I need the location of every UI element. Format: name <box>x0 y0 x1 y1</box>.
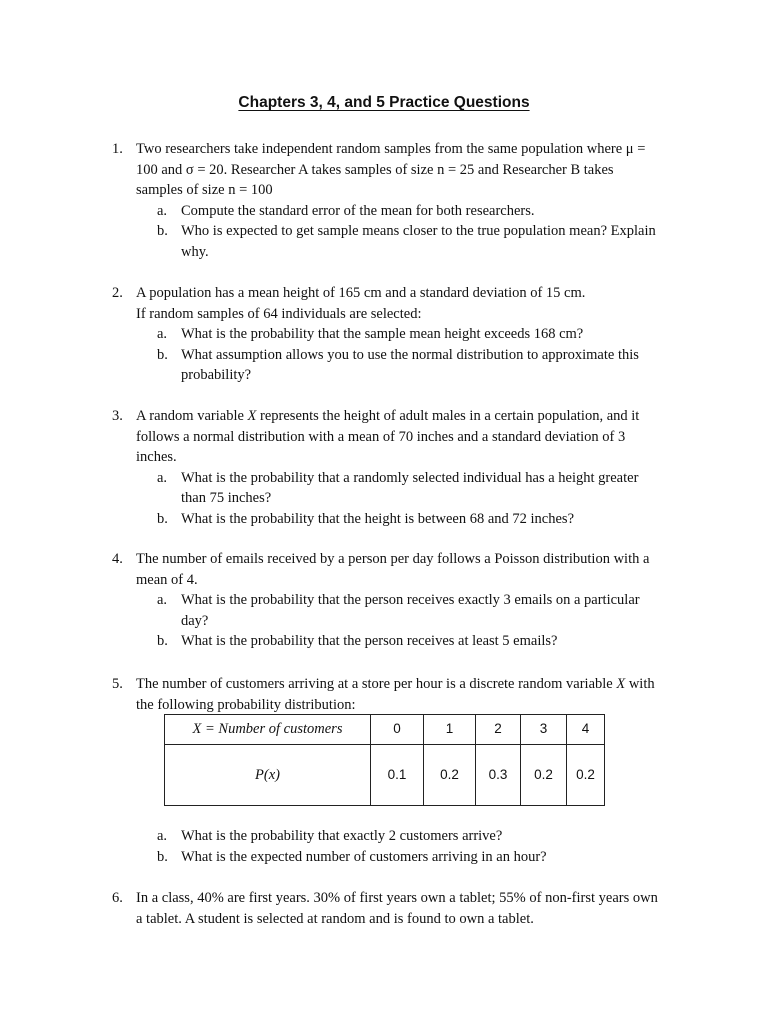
sub-letter: a. <box>157 592 168 609</box>
text-line: In a class, 40% are first years. 30% of first years own a tablet; 55% of non-first years own <box>136 890 658 906</box>
sub-letter: a. <box>157 326 168 343</box>
text-line: samples of size n = 100 <box>136 182 273 199</box>
table-cell-p: 0.2 <box>424 745 476 806</box>
text-line: What is the probability that a randomly selected individual has a height greater <box>181 469 639 486</box>
question-text <box>136 406 681 468</box>
question-text <box>136 674 681 715</box>
sub-question-a <box>157 826 681 847</box>
question-5 <box>0 674 768 715</box>
text-line: What is the probability that exactly 2 customers arrive? <box>181 828 503 844</box>
table-row-label: P(x) <box>165 745 371 806</box>
sub-letter: b. <box>157 510 168 527</box>
text-line: the following probability distribution: <box>136 696 356 713</box>
text-line: What assumption allows you to use the normal distribution to approximate this <box>181 346 639 363</box>
question-number: 4. <box>112 551 123 567</box>
text-line: Who is expected to get sample means closer to the true population mean? Explain <box>181 223 656 240</box>
text-line: The number of customers arriving at a store per hour is a discrete random variable X with <box>136 676 655 692</box>
table-cell-x: 1 <box>424 715 476 745</box>
sub-letter: a. <box>157 202 168 219</box>
text-line: mean of 4. <box>136 571 198 588</box>
text-line: What is the probability that the sample mean height exceeds 168 cm? <box>181 326 584 343</box>
text-line: If random samples of 64 individuals are selected: <box>136 305 422 322</box>
question-1 <box>0 139 768 263</box>
table-row <box>165 715 605 745</box>
probability-table <box>164 714 605 806</box>
text-line: inches. <box>136 449 177 466</box>
sub-letter: a. <box>157 828 168 844</box>
document-title: Chapters 3, 4, and 5 Practice Questions <box>238 94 530 111</box>
text-line: What is the probability that the height is between 68 and 72 inches? <box>181 510 575 527</box>
sub-question-a <box>157 590 681 631</box>
text-line: The number of emails received by a person per day follows a Poisson distribution with a <box>136 551 650 567</box>
table-cell-p: 0.3 <box>476 745 521 806</box>
table-cell-p: 0.2 <box>521 745 567 806</box>
question-number: 3. <box>112 408 123 424</box>
table-cell-x: 0 <box>371 715 424 745</box>
sub-letter: a. <box>157 469 168 486</box>
question-3 <box>0 406 768 530</box>
sub-letter: b. <box>157 346 168 363</box>
table-cell-x: 3 <box>521 715 567 745</box>
text-line: why. <box>181 243 209 260</box>
question-text <box>136 549 681 590</box>
sub-letter: b. <box>157 633 168 650</box>
table-row <box>165 745 605 806</box>
question-2 <box>0 283 768 386</box>
text-line: What is the expected number of customers arriving in an hour? <box>181 848 547 865</box>
table-header-label: X = Number of customers <box>165 715 371 745</box>
table-cell-x: 2 <box>476 715 521 745</box>
question-number: 2. <box>112 285 123 301</box>
text-line: A random variable X represents the height of adult males in a certain population, and it <box>136 408 640 424</box>
question-6 <box>0 888 768 929</box>
text-line: probability? <box>181 367 252 384</box>
text-line: 100 and σ = 20. Researcher A takes samples of size n = 25 and Researcher B takes <box>136 161 614 178</box>
text-line: day? <box>181 612 209 629</box>
text-line: Compute the standard error of the mean for both researchers. <box>181 202 535 219</box>
text-line: than 75 inches? <box>181 490 272 507</box>
text-line: Two researchers take independent random samples from the same population where μ = <box>136 141 646 157</box>
sub-question-a <box>157 468 681 509</box>
question-number: 6. <box>112 890 123 906</box>
question-text <box>136 283 681 324</box>
sub-question-b <box>157 509 681 530</box>
question-text <box>136 139 681 201</box>
sub-question-b <box>157 345 681 386</box>
table-cell-p: 0.1 <box>371 745 424 806</box>
text-line: a tablet. A student is selected at random and is found to own a tablet. <box>136 910 534 927</box>
table-cell-p: 0.2 <box>567 745 605 806</box>
sub-question-b <box>157 631 681 652</box>
sub-letter: b. <box>157 848 168 865</box>
question-number: 1. <box>112 141 123 157</box>
sub-question-a <box>157 324 681 345</box>
text-line: A population has a mean height of 165 cm and a standard deviation of 15 cm. <box>136 285 586 301</box>
text-line: What is the probability that the person receives at least 5 emails? <box>181 633 558 650</box>
question-4 <box>0 549 768 652</box>
sub-letter: b. <box>157 223 168 240</box>
text-line: follows a normal distribution with a mean of 70 inches and a standard deviation of 3 <box>136 428 626 445</box>
text-line: What is the probability that the person receives exactly 3 emails on a particular <box>181 592 640 609</box>
sub-question-b <box>157 847 681 868</box>
question-number: 5. <box>112 676 123 692</box>
sub-question-b <box>157 221 681 262</box>
sub-question-a <box>157 201 681 222</box>
table-cell-x: 4 <box>567 715 605 745</box>
question-5-subs <box>0 826 768 867</box>
question-text <box>136 888 681 929</box>
